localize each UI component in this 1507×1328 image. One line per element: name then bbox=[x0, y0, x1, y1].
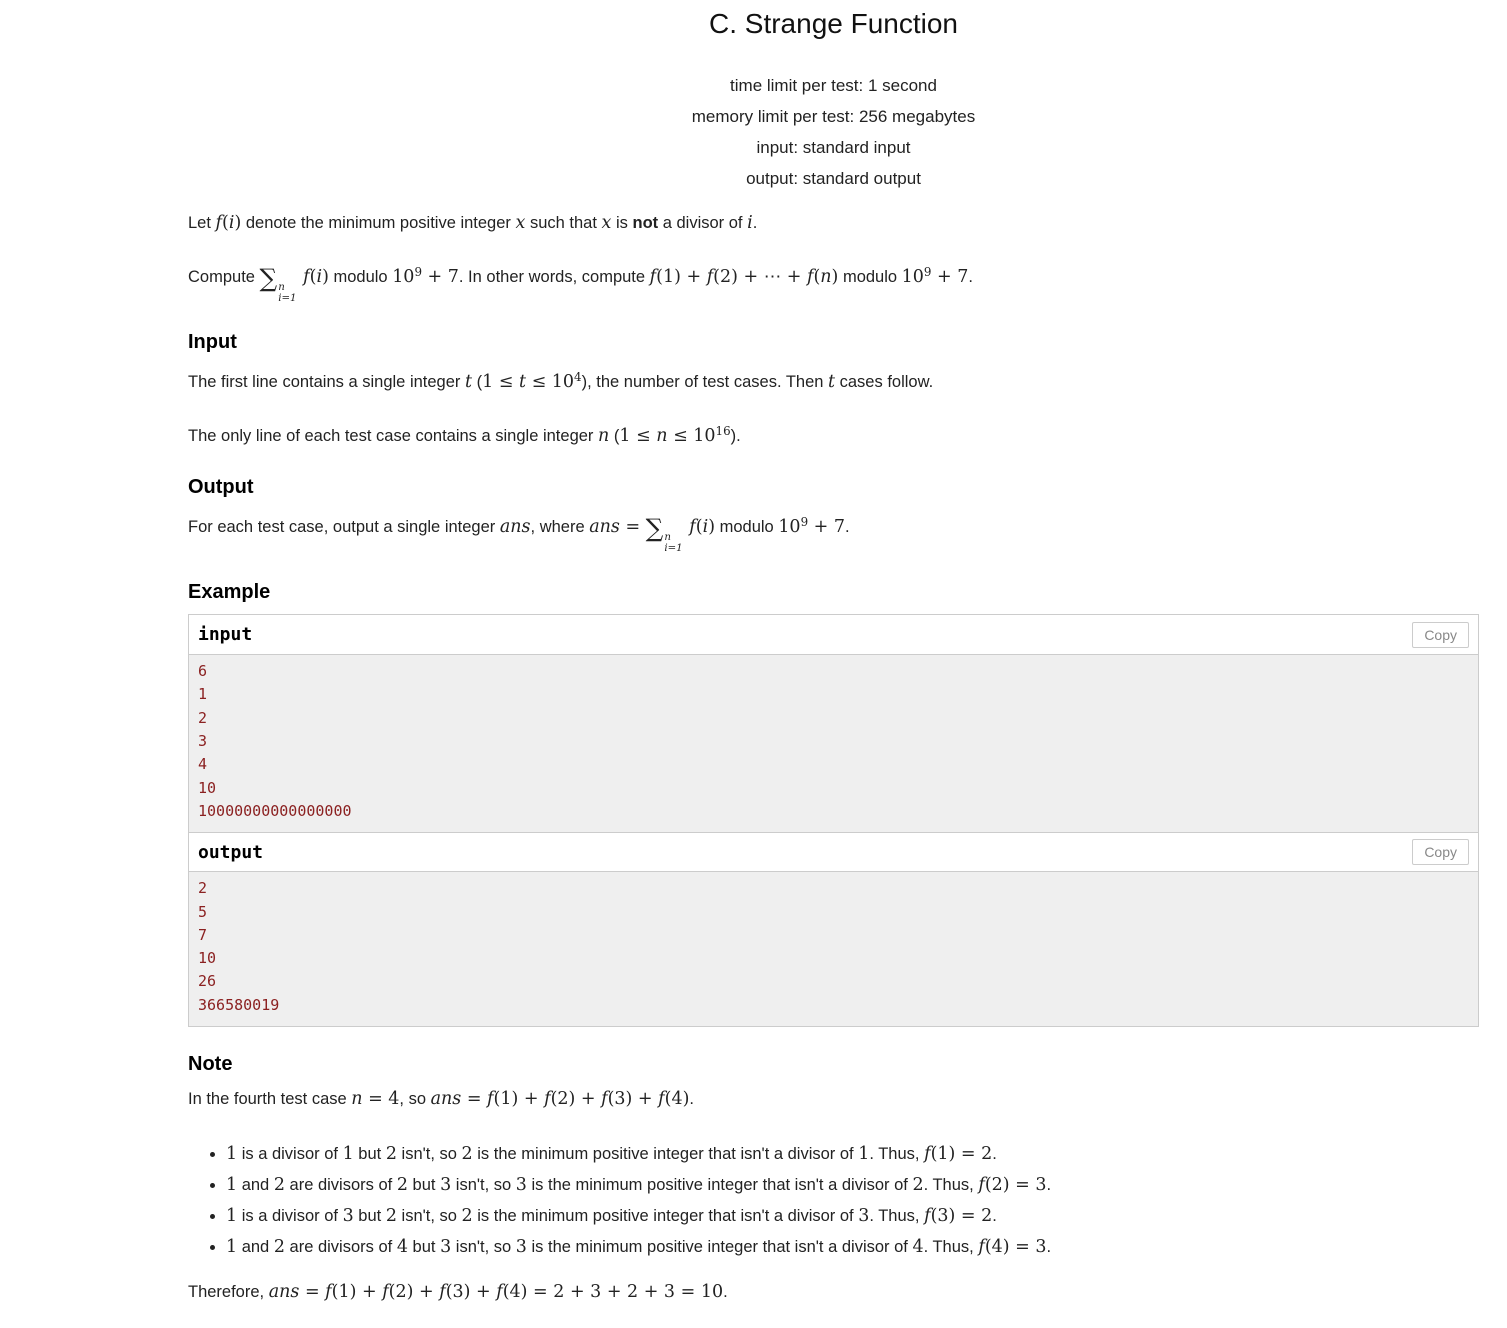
input-paragraph-1: The first line contains a single integer t $(1 \le t \le 10^4)$, the number of test cases. Then t cases follow. bbox=[188, 370, 934, 393]
sample-input-content bbox=[189, 655, 1478, 832]
sample-output-block bbox=[189, 832, 1478, 1026]
memory-limit: memory limit per test: 256 megabytes bbox=[691, 107, 976, 126]
copy-output-button[interactable]: Copy bbox=[1412, 839, 1469, 865]
sample-output-title: output bbox=[198, 841, 264, 863]
sample-input-block bbox=[189, 615, 1478, 832]
copy-input-button[interactable]: Copy bbox=[1412, 622, 1469, 648]
sample-line: 366580019 bbox=[198, 995, 280, 1014]
sample-line: 10 bbox=[198, 778, 217, 797]
problem-header bbox=[188, 8, 1479, 194]
statement-paragraph-2: Compute ∑ n i=1 f(i) modulo $10^9 + 7$. In other words, compute f(1) + f(2) + ⋯ + f(n) modulo $10^9 + 7$. bbox=[188, 263, 973, 305]
sample-line: 1 bbox=[198, 685, 208, 704]
example-section bbox=[188, 581, 1479, 1027]
time-limit: time limit per test: 1 second bbox=[730, 76, 937, 95]
output-paragraph-1: For each test case, output a single integer ans, where ans = ∑ n i=1 f(i) modulo $10^9 + 7$. bbox=[188, 513, 850, 555]
input-spec: input: standard input bbox=[756, 138, 911, 157]
note-bullet-1: • 1 is a divisor of 1 but 2 isn't, so 2 is the minimum positive integer that isn't a divisor of 1. Thus, f(1) = 2. bbox=[226, 1139, 1479, 1170]
output-spec: output: standard output bbox=[746, 169, 921, 188]
sample-line: 2 bbox=[198, 879, 208, 898]
problem-title: C. Strange Function bbox=[708, 8, 959, 39]
problem-statement-page bbox=[188, 0, 1479, 1306]
sample-line: 5 bbox=[198, 902, 208, 921]
sample-line: 2 bbox=[198, 708, 208, 727]
note-conclusion: Therefore, ans = f(1) + f(2) + f(3) + f(4) = 2 + 3 + 2 + 3 = 10. bbox=[188, 1282, 728, 1303]
sample-line: 10 bbox=[198, 949, 217, 968]
input-specification bbox=[188, 331, 1479, 450]
note-heading: Note bbox=[188, 1053, 233, 1076]
sample-tests-box bbox=[188, 614, 1479, 1027]
note-bullet-list bbox=[188, 1139, 1479, 1263]
sample-output-title-bar bbox=[189, 832, 1478, 872]
output-specification bbox=[188, 476, 1479, 555]
note-section bbox=[188, 1053, 1479, 1306]
statement-body bbox=[188, 210, 1479, 305]
sample-input-title: input bbox=[198, 624, 253, 646]
sample-line: 3 bbox=[198, 732, 208, 751]
note-bullet-4: • 1 and 2 are divisors of 4 but 3 isn't, so 3 is the minimum positive integer that isn't a divisor of 4. Thus, f(4) = 3. bbox=[226, 1232, 1479, 1263]
note-bullet-3: • 1 is a divisor of 3 but 2 isn't, so 2 is the minimum positive integer that isn't a divisor of 3. Thus, f(3) = 2. bbox=[226, 1201, 1479, 1232]
sample-line: 7 bbox=[198, 925, 208, 944]
note-intro: In the fourth test case n = 4, so ans = f(1) + f(2) + f(3) + f(4). bbox=[188, 1089, 694, 1110]
input-heading: Input bbox=[188, 331, 237, 354]
input-paragraph-2: The only line of each test case contains a single integer n $(1 \le n \le 10^{16})$. bbox=[188, 424, 741, 447]
sample-line: 4 bbox=[198, 755, 208, 774]
sample-line: 6 bbox=[198, 662, 208, 681]
sample-line: 26 bbox=[198, 972, 217, 991]
statement-paragraph-1: Let f(i) denote the minimum positive integer x such that x is not a divisor of i. bbox=[188, 213, 758, 233]
note-bullet-2: • 1 and 2 are divisors of 2 but 3 isn't, so 3 is the minimum positive integer that isn't a divisor of 2. Thus, f(2) = 3. bbox=[226, 1170, 1479, 1201]
output-heading: Output bbox=[188, 476, 254, 499]
sample-input-title-bar bbox=[189, 615, 1478, 655]
sample-output-content bbox=[189, 872, 1478, 1026]
example-heading: Example bbox=[188, 581, 271, 604]
sample-line: 10000000000000000 bbox=[198, 801, 352, 820]
